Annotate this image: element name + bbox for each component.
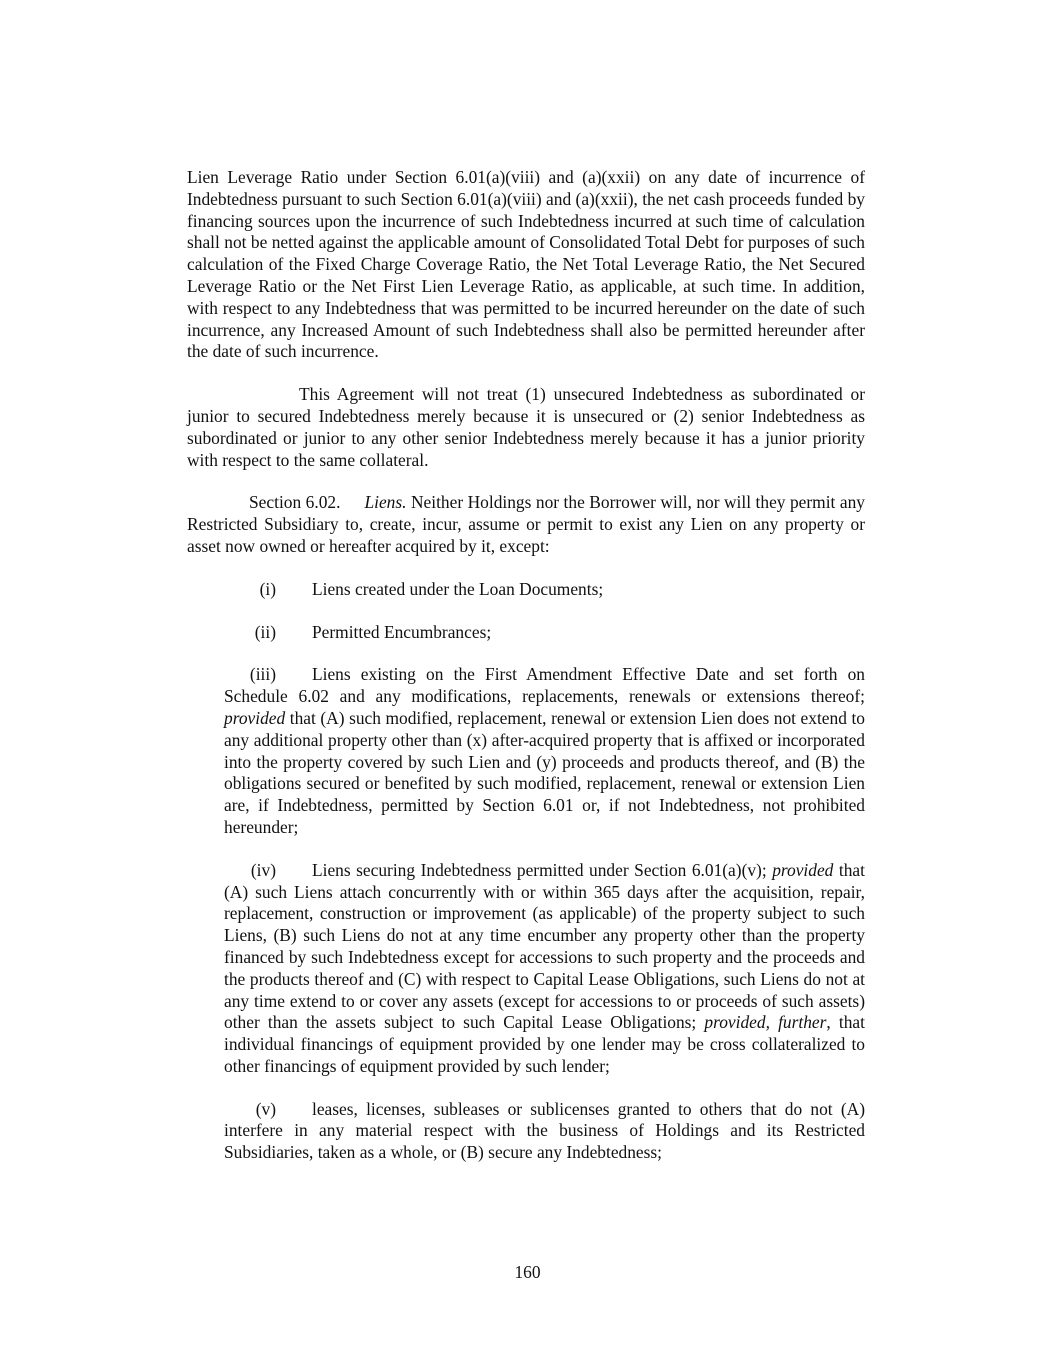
item-label: (ii) <box>254 621 276 642</box>
item-label: (i) <box>259 578 276 599</box>
item-text: Liens existing on the First Amendment Effective Date and set forth on Schedule 6.02 and any modifications, replacements, renewals or extensions thereof; <box>224 664 865 707</box>
item-text: that (A) such Liens attach concurrently with or within 365 days after the acquisition, repair, replacement, construction or improvement (as applicable) of the property subject to such Liens, (B) such Liens do not at any time encumber any property other than the property financed by such Indebtedness except for accessions to such property and the proceeds and the products thereof and (C) with respect to Capital Lease Obligations, such Liens do not at any time extend to or cover any assets (except for accessions to or proceeds of such assets) other than the assets subject to such Capital Lease Obligations; <box>224 859 865 1033</box>
item-emphasis: provided <box>224 707 286 728</box>
item-text: Liens securing Indebtedness permitted under Section 6.01(a)(v); <box>312 859 773 880</box>
body-text <box>187 167 865 1164</box>
item-text: , that individual financings of equipment provided by one lender may be cross collateralized to other financings of equipment provided by such lender; <box>224 1012 865 1076</box>
list-item <box>224 860 865 1078</box>
list-item <box>187 579 865 601</box>
section-title: Liens. <box>364 492 407 513</box>
page-number: 160 <box>514 1262 541 1282</box>
section-6-02-paragraph <box>187 492 865 557</box>
paragraph-carryover: Lien Leverage Ratio under Section 6.01(a)(viii) and (a)(xxii) on any date of incurrence of Indebtedness pursuant to such Section 6.01(a)(viii) and (a)(xxii), the net cash proceeds funded by financing sources upon the incurrence of such Indebtedness incurred at such time of calculation shall not be netted against the applicable amount of Consolidated Total Debt for purposes of such calculation of the Fixed Charge Coverage Ratio, the Net Total Leverage Ratio, the Net Secured Leverage Ratio or the Net First Lien Leverage Ratio, as applicable, at such time. In addition, with respect to any Indebtedness that was permitted to be incurred hereunder on the date of such incurrence, any Increased Amount of such Indebtedness shall also be permitted hereunder after the date of such incurrence. <box>187 167 865 362</box>
item-label: (iii) <box>249 664 276 685</box>
list-item <box>224 664 865 838</box>
item-text: leases, licenses, subleases or sublicenses granted to others that do not (A) interfere in any material respect with the business of Holdings and its Restricted Subsidiaries, taken as a whole, or (B) secure any Indebtedness; <box>224 1098 865 1163</box>
section-number: Section 6.02. <box>249 492 341 513</box>
item-emphasis: provided <box>772 859 834 880</box>
paragraph-agreement: This Agreement will not treat (1) unsecured Indebtedness as subordinated or junior to secured Indebtedness merely because it is unsecured or (2) senior Indebtedness as subordinated or junior to any other senior Indebtedness merely because it has a junior priority with respect to the same collateral. <box>187 384 865 470</box>
section-text: Neither Holdings nor the Borrower will, nor will they permit any Restricted Subsidiary to, create, incur, assume or permit to exist any Lien on any property or asset now owned or hereafter acquired by it, except: <box>187 492 865 556</box>
item-label: (v) <box>255 1098 276 1119</box>
item-text: Liens created under the Loan Documents; <box>312 578 604 599</box>
list-item <box>187 622 865 644</box>
item-label: (iv) <box>250 859 276 880</box>
item-text: that (A) such modified, replacement, renewal or extension Lien does not extend to any additional property other than (x) after-acquired property that is affixed or incorporated into the property covered by such Lien and (y) proceeds and products thereof, and (B) the obligations secured or benefited by such modified, replacement, renewal or extension Lien are, if Indebtedness, permitted by Section 6.01 or, if not Indebtedness, not prohibited hereunder; <box>224 707 865 837</box>
item-text: Permitted Encumbrances; <box>312 621 492 642</box>
list-item <box>224 1099 865 1164</box>
item-emphasis: provided, further <box>704 1012 827 1033</box>
